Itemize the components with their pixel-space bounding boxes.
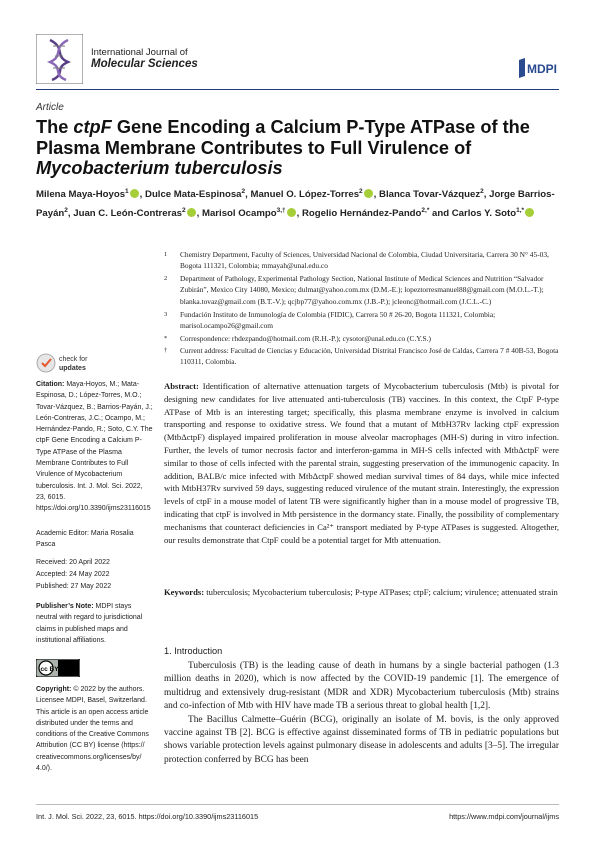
footer-journal-url[interactable]: https://www.mdpi.com/journal/ijms	[449, 812, 559, 821]
current-address: † Current address: Facultad de Ciencias y Educación, Universidad Distrital Francisco José de Caldas, Carrera 7 # 40B-53, Bogota 110311, Colombia.	[164, 346, 559, 367]
date-received: Received: 20 April 2022	[36, 559, 110, 566]
author-name: Carlos Y. Soto$^{1,*}$	[452, 208, 535, 219]
journal-name-line2: Molecular Sciences	[91, 58, 198, 70]
article-title: The ctpF Gene Encoding a Calcium P-Type ATPase of the Plasma Membrane Contributes to Full Virulence of Mycobacterium tuberculosis	[36, 117, 530, 178]
orcid-icon[interactable]	[187, 208, 196, 217]
correspondence: * Correspondence: rhdezpando@hotmail.com (R.H.-P.); cysotor@unal.edu.co (C.Y.S.)	[164, 334, 431, 343]
intro-paragraph-1: Tuberculosis (TB) is the leading cause of death in humans by a single bacterial pathogen (1.3 million deaths in 2020), which is now affected by the COVID-19 pandemic [1]. The emergence of multidrug and extensively drug-resistant (MDR and XDR) Mycobacterium tuberculosis (Mtb) strains and co-infection of Mtb with HIV have made TB a serious threat to global health [1,2].	[164, 661, 559, 712]
mdpi-logo[interactable]	[516, 58, 558, 78]
orcid-icon[interactable]	[364, 189, 373, 198]
footer-citation[interactable]: Int. J. Mol. Sci. 2022, 23, 6015. https://doi.org/10.3390/ijms23116015	[36, 812, 259, 821]
copyright-notice: Copyright: © 2022 by the authors. Licensee MDPI, Basel, Switzerland. This article is an open access article distributed under the terms and conditions of the Creative Commons Attribution (CC BY) license (https:// creativecommons.org/licenses/by/ 4.0/).	[36, 686, 149, 773]
date-published: Published: 27 May 2022	[36, 583, 112, 590]
check-for-updates-button[interactable]	[36, 352, 100, 374]
header-divider	[36, 89, 559, 90]
orcid-icon[interactable]	[287, 208, 296, 217]
orcid-icon[interactable]	[525, 208, 534, 217]
author-name: Blanca Tovar-Vázquez$^2$	[379, 188, 484, 201]
article-type: Article	[36, 102, 64, 113]
author-name: Rogelio Hernández-Pando$^{2,*}$	[302, 207, 430, 220]
affiliation-1: 1 Chemistry Department, Faculty of Sciences, Universidad Nacional de Colombia, Ciudad Universitaria, Carrera 30 N° 45-03, Bogota 111321, Colombia; mmayah@unal.edu.co	[164, 250, 549, 271]
affiliation-3: 3 Fundación Instituto de Inmunología de Colombia (FIDIC), Carrera 50 # 26-20, Bogota 111321, Colombia; marisol.ocampo26@gmail.com	[164, 310, 496, 331]
cc-by-license-icon[interactable]	[36, 659, 80, 677]
mdpi-logo-text: MDPI	[527, 62, 557, 76]
check-updates-line1: check for	[59, 356, 88, 363]
abstract: Abstract: Identification of alternative attenuation targets of Mycobacterium tuberculosis (Mtb) is pivotal for designing new candidates for live attenuated anti-tuberculosis (TB) vaccines. In this context, the CtpF P-type ATPase of Mtb is an interesting target; specifically, this plasma membrane enzyme is involved in calcium transporting and response to oxidative stress. We found that a mutant of MtbH37Rv lacking ctpF expression (MtbΔctpF) displayed impaired proliferation in mouse alveolar macrophages (MH-S) during in vitro infection. Further, the levels of tumor necrosis factor and interferon-gamma in MH-S cells infected with MtbΔctpF were similar to those of cells infected with the parental strain, suggesting preservation of the immunogenic capacity. In addition, BALB/c mice infected with MtbΔctpF showed median survival times of 84 days, while mice infected with MtbH37Rv survived 59 days, suggesting reduced virulence of the mutant strain. Interestingly, the expression levels of ctpF in a mouse model of latent TB were significantly higher than in a mouse model of progressive TB, indicating that ctpF is involved in Mtb persistence in the dormancy state. Finally, the possibility of complementary mechanisms that counteract deficiencies in Ca²⁺ transport mediated by P-type ATPases is suggested. Altogether, our results demonstrate that CtpF could be a potential target for Mtb attenuation.	[164, 381, 560, 545]
publisher-note: Publisher’s Note: MDPI stays neutral with regard to jurisdictional claims in published maps and institutional affiliations.	[36, 603, 143, 644]
author-name: Milena Maya-Hoyos$^1$	[36, 189, 140, 200]
author-name: Marisol Ocampo$^{3,\dagger}$	[202, 208, 297, 219]
keywords: Keywords: tuberculosis; Mycobacterium tuberculosis; P-type ATPases; ctpF; calcium; virulence; attenuated strain	[164, 587, 558, 597]
footer-divider	[36, 804, 559, 805]
academic-editor: Academic Editor: Maria Rosalia Pasca	[36, 530, 134, 549]
journal-logo	[36, 34, 83, 84]
introduction-body	[164, 660, 559, 767]
intro-paragraph-2: The Bacillus Calmette–Guérin (BCG), originally an isolate of M. bovis, is the only approved vaccine against TB [2]. BCG is effective against disseminated forms of TB in pediatric populations but shows variable protection levels against pulmonary disease in adolescents and adults [3–5]. The irregular protection conferred by BCG has been	[164, 714, 559, 765]
affiliation-2: 2 Department of Pathology, Experimental Pathology Section, National Institute of Medical Sciences and Nutrition “Salvador Zubirán”, Mexico City 14080, Mexico; dulmat@yahoo.com.mx (D.M.-E.); lopeztorresmanuel88@gmail.com (M.O.L.-T.); blanka.tovaz@gmail.com (B.T.-V.); qcjbp77@yahoo.com.mx (J.B.-P.); jcleonc@hotmail.com (J.C.L.-C.)	[164, 274, 544, 306]
orcid-icon[interactable]	[130, 189, 139, 198]
check-updates-line2: updates	[59, 365, 86, 372]
author-list: Milena Maya-Hoyos$^1$ , Dulce Mata-Espinosa$^2$, Manuel O. López-Torres$^2$ , Blanca Tovar-Vázquez$^2$, Jorge Barrios-Payán$^2$, Juan C. León-Contreras$^2$ , Marisol Ocampo$^{3,\dagger}$ , Rogelio Hernández-Pando$^{2,*}$ and Carlos Y. Soto$^{1,*}$	[36, 188, 555, 220]
journal-name-line1: International Journal of	[91, 47, 188, 58]
author-name: Dulce Mata-Espinosa$^2$	[145, 188, 246, 201]
citation-block: Citation: Maya-Hoyos, M.; Mata-Espinosa, D.; López-Torres, M.O.; Tovar-Vázquez, B.; Barrios-Payán, J.; León-Contreras, J.C.; Ocampo, M.; Hernández-Pando, R.; Soto, C.Y. The ctpF Gene Encoding a Calcium P-Type ATPase of the Plasma Membrane Contributes to Full Virulence of Mycobacterium tuberculosis. Int. J. Mol. Sci. 2022, 23, 6015. https://doi.org/10.3390/ijms23116015	[36, 381, 153, 513]
author-name: Juan C. León-Contreras$^2$	[73, 208, 196, 219]
date-accepted: Accepted: 24 May 2022	[36, 571, 110, 578]
author-name: Jorge Barrios-Payán$^2$	[36, 189, 555, 220]
author-name: Manuel O. López-Torres$^2$	[250, 189, 373, 200]
cc-badge-text: cc BY	[40, 666, 59, 673]
section-heading-introduction: 1. Introduction	[164, 646, 223, 656]
